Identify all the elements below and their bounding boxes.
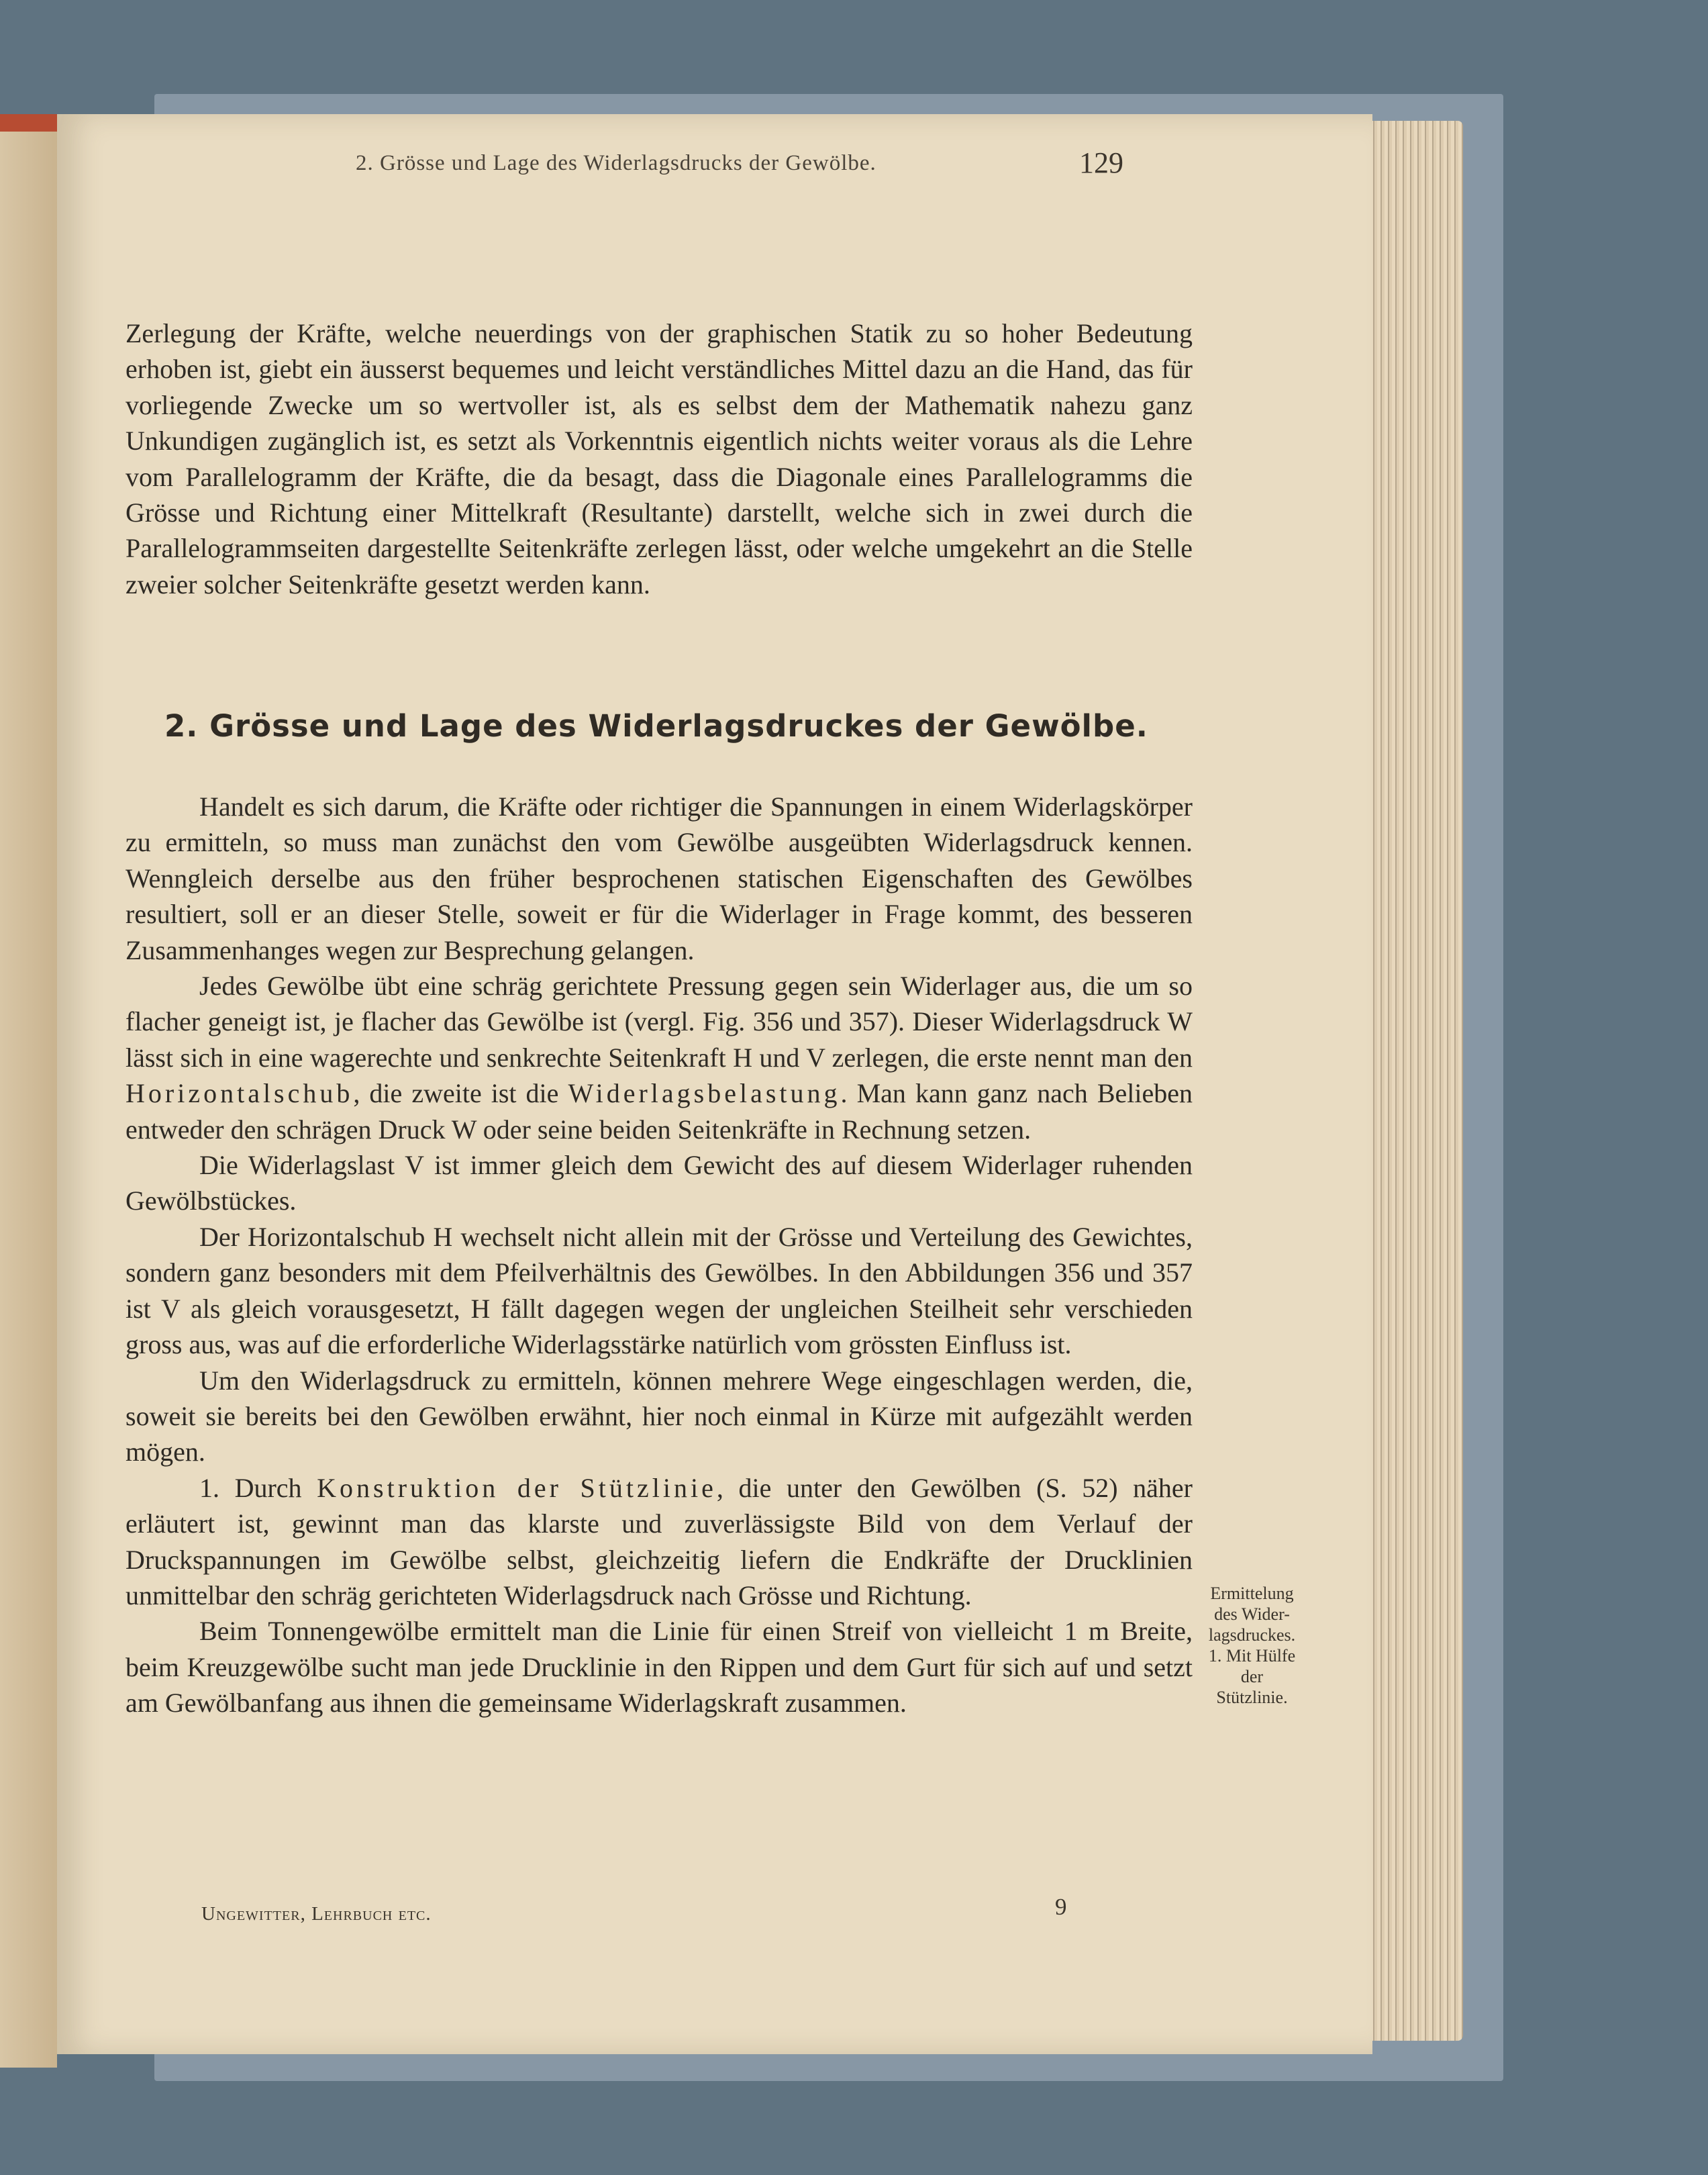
marginal-line-1: Ermittelung: [1210, 1584, 1294, 1603]
running-head: [0, 146, 1315, 186]
section-body: [125, 789, 1193, 1721]
paragraph-7: Beim Tonnengewölbe ermittelt man die Linie für einen Streif von vielleicht 1 m Breite, beim Kreuzgewölbe sucht man jede Drucklinie in den Rippen und dem Gurt für sich auf und setzt am Gewölbanfang aus ihnen die gemeinsame Widerlagskraft zusammen.: [125, 1616, 1193, 1719]
marginal-line-2: des Wider-: [1214, 1604, 1290, 1624]
term-horizontalschub: Horizontalschub: [125, 1078, 354, 1109]
marginal-line-6: Stützlinie.: [1216, 1688, 1288, 1707]
term-konstruktion-stuetzlinie: Konstruktion der Stützlinie: [317, 1472, 717, 1503]
paragraph-4: Der Horizontalschub H wechselt nicht allein mit der Grösse und Verteilung des Gewichtes, sondern ganz besonders mit dem Pfeilverhältnis des Gewölbes. In den Abbildungen 356 und 357 ist V als gleich vorausgesetzt, H fällt dagegen wegen der ungleichen Steilheit sehr verschieden gross aus, was auf die erforderliche Widerlagsstärke natürlich vom grössten Einfluss ist.: [125, 1221, 1193, 1360]
section-heading: 2. Grösse und Lage des Widerlagsdruckes der Gewölbe.: [164, 708, 1148, 744]
footer-author-title: Ungewitter, Lehrbuch etc.: [201, 1903, 432, 1925]
page-number: 129: [1079, 146, 1123, 179]
marginal-note: [1193, 1583, 1311, 1708]
page-edges: [1362, 121, 1463, 2041]
footer-signature: 9: [1055, 1894, 1067, 1920]
marginal-line-5: der: [1240, 1667, 1264, 1686]
paragraph-2: Jedes Gewölbe übt eine schräg gerichtete Pressung gegen sein Widerlager aus, die um so flacher geneigt ist, je flacher das Gewölbe ist (vergl. Fig. 356 und 357). Dieser Widerlagsdruck W lässt sich in eine wagerechte und senkrechte Seitenkraft H und V zerlegen, die erste nennt man den Horizontalschub, die zweite ist die Widerlagsbelastung. Man kann ganz nach Belieben entweder den schrägen Druck W oder seine beiden Seitenkräfte in Rechnung setzen.: [125, 971, 1193, 1145]
marginal-line-4: 1. Mit Hülfe: [1208, 1646, 1296, 1665]
intro-paragraph-block: [125, 316, 1193, 602]
marginal-line-3: lagsdruckes.: [1208, 1625, 1296, 1645]
paragraph-1: Handelt es sich darum, die Kräfte oder richtiger die Spannungen in einem Widerlagskörper zu ermitteln, so muss man zunächst den vom Gewölbe ausgeübten Widerlagsdruck kennen. Wenngleich derselbe aus den früher besprochenen statischen Eigenschaften des Gewölbes resultiert, soll er an dieser Stelle, soweit er für die Widerlager in Frage kommt, des besseren Zusammenhanges wegen zur Besprechung gelangen.: [125, 791, 1193, 965]
running-head-title: 2. Grösse und Lage des Widerlagsdrucks der Gewölbe.: [356, 151, 876, 175]
left-page-edge: [0, 114, 57, 2068]
paragraph-6: 1. Durch Konstruktion der Stützlinie, die unter den Gewölben (S. 52) näher erläutert ist, gewinnt man das klarste und zuverlässigste Bild von dem Verlauf der Druckspannungen im Gewölbe selbst, gleichzeitig liefern die Endkräfte der Drucklinien unmittelbar den schräg gerichteten Widerlagsdruck nach Grösse und Richtung.: [125, 1472, 1193, 1610]
paragraph-3: Die Widerlagslast V ist immer gleich dem Gewicht des auf diesem Widerlager ruhenden Gewölbstückes.: [125, 1150, 1193, 1216]
term-widerlagsbelastung: Widerlagsbelastung: [568, 1078, 841, 1109]
paragraph-5: Um den Widerlagsdruck zu ermitteln, können mehrere Wege eingeschlagen werden, die, soweit sie bereits bei den Gewölben erwähnt, hier noch einmal in Kürze mit aufgezählt werden mögen.: [125, 1365, 1193, 1467]
intro-paragraph: Zerlegung der Kräfte, welche neuerdings von der graphischen Statik zu so hoher Bedeutung erhoben ist, giebt ein äusserst bequemes und leicht verständliches Mittel dazu an die Hand, das für vorliegende Zwecke um so wertvoller ist, als es selbst dem der Mathematik nahezu ganz Unkundigen zugänglich ist, es setzt als Vorkenntnis eigentlich nichts weiter voraus als die Lehre vom Parallelogramm der Kräfte, die da besagt, dass die Diagonale eines Parallelogramms die Grösse und Richtung einer Mittelkraft (Resultante) darstellt, welche sich in zwei durch die Parallelogrammseiten dargestellte Seitenkräfte zerlegen lässt, oder welche umgekehrt an die Stelle zweier solcher Seitenkräfte gesetzt werden kann.: [125, 318, 1193, 599]
